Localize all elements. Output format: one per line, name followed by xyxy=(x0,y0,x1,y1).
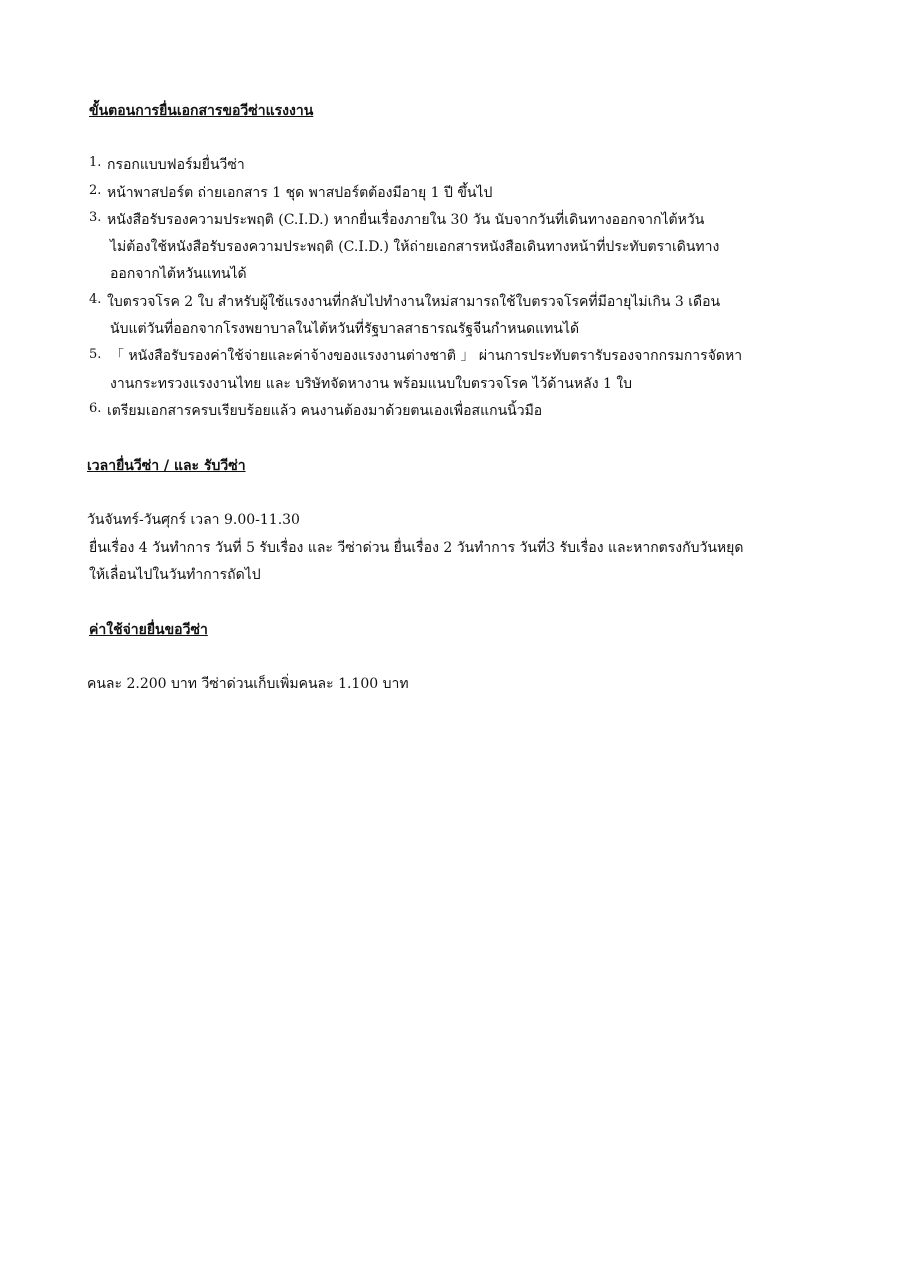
step-3-text-line-3: ออกจากไต้หวันแทนได้ xyxy=(110,266,247,282)
step-4-text-line-2: นับแต่วันที่ออกจากโรงพยาบาลในไต้หวันที่รัฐบาลสาธารณรัฐจีนกำหนดแทนได้ xyxy=(110,321,580,337)
visa-fee-text: คนละ 2.200 บาท วีซ่าด่วนเก็บเพิ่มคนละ 1.100 บาท xyxy=(87,676,409,692)
step-3-text-line-2: ไม่ต้องใช้หนังสือรับรองความประพฤติ (C.I.D.) ให้ถ่ายเอกสารหนังสือเดินทางหน้าที่ประทับตราเดินทาง xyxy=(110,239,720,255)
step-4-text-line-1: ใบตรวจโรค 2 ใบ สำหรับผู้ใช้แรงงานที่กลับไปทำงานใหม่สามารถใช้ใบตรวจโรคที่มีอายุไม่เกิน 3 เดือน xyxy=(107,294,721,310)
section-heading-submit-times: เวลายื่นวีซ่า / และ รับวีซ่า xyxy=(87,458,246,474)
office-hours-text: วันจันทร์-วันศุกร์ เวลา 9.00-11.30 xyxy=(87,512,300,528)
step-6-number: 6. xyxy=(89,401,102,416)
processing-time-text-line-2: ให้เลื่อนไปในวันทำการถัดไป xyxy=(89,567,261,583)
step-1-text: กรอกแบบฟอร์มยื่นวีซ่า xyxy=(107,157,245,173)
step-5-number: 5. xyxy=(89,347,102,362)
step-5-text-line-2: งานกระทรวงแรงงานไทย และ บริษัทจัดหางาน พร้อมแนบใบตรวจโรค ไว้ด้านหลัง 1 ใบ xyxy=(110,376,633,392)
processing-time-text-line-1: ยื่นเรื่อง 4 วันทำการ วันที่ 5 รับเรื่อง และ วีซ่าด่วน ยื่นเรื่อง 2 วันทำการ วันที่3 รับเรื่อง และหากตรงกับวันหยุด xyxy=(89,540,744,556)
step-2-text: หน้าพาสปอร์ต ถ่ายเอกสาร 1 ชุด พาสปอร์ตต้องมีอายุ 1 ปี ขึ้นไป xyxy=(107,185,493,201)
section-heading-visa-fees: ค่าใช้จ่ายยื่นขอวีซ่า xyxy=(89,622,208,638)
step-1-number: 1. xyxy=(89,155,102,170)
section-heading-visa-steps: ขั้นตอนการยื่นเอกสารขอวีซ่าแรงงาน xyxy=(89,103,314,119)
step-3-text-line-1: หนังสือรับรองความประพฤติ (C.I.D.) หากยื่นเรื่องภายใน 30 วัน นับจากวันที่เดินทางออกจากไต้หวัน xyxy=(107,212,705,228)
step-4-number: 4. xyxy=(89,292,102,307)
step-6-text: เตรียมเอกสารครบเรียบร้อยแล้ว คนงานต้องมาด้วยตนเองเพื่อสแกนนิ้วมือ xyxy=(107,403,543,419)
step-2-number: 2. xyxy=(89,183,102,198)
step-3-number: 3. xyxy=(89,210,102,225)
step-5-text-line-1: 「 หนังสือรับรองค่าใช้จ่ายและค่าจ้างของแรงงานต่างชาติ 」 ผ่านการประทับตรารับรองจากกรมการจัดหา xyxy=(110,348,743,364)
